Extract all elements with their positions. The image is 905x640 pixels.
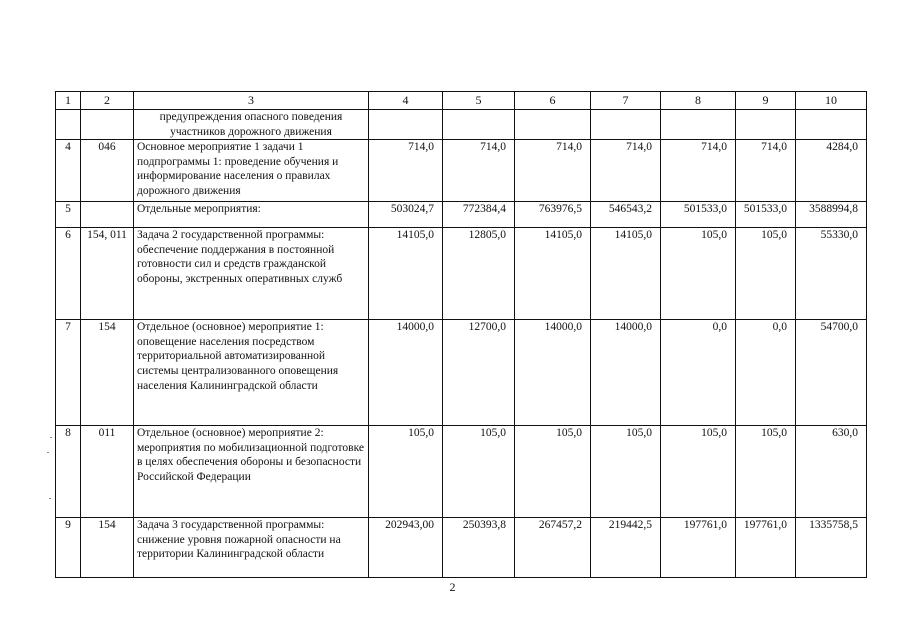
cell-col6: 714,0 [515,140,591,202]
row-code: 011 [81,426,134,518]
row-name: предупреждения опасного поведения участников дорожного движения [134,110,369,140]
cell-col5: 12805,0 [443,228,515,320]
row-name: Основное мероприятие 1 задачи 1 подпрограммы 1: проведение обучения и информирование населения о правилах дорожного движения [134,140,369,202]
cell-col7: 14105,0 [591,228,661,320]
row-number: 6 [56,228,81,320]
col-header-10: 10 [796,92,867,110]
col-header-9: 9 [736,92,796,110]
row-code: 154 [81,320,134,426]
row-number: 5 [56,202,81,228]
cell-col4: 503024,7 [369,202,443,228]
cell-col5: 772384,4 [443,202,515,228]
scan-speck [49,498,51,499]
col-header-2: 2 [81,92,134,110]
cell-col6: 14000,0 [515,320,591,426]
cell-col6: 14105,0 [515,228,591,320]
col-header-8: 8 [661,92,736,110]
row-code: 046 [81,140,134,202]
cell-col7: 219442,5 [591,518,661,578]
page-number: 2 [449,580,456,594]
cell-col7 [591,110,661,140]
cell-col10: 4284,0 [796,140,867,202]
cell-col5: 105,0 [443,426,515,518]
cell-col10 [796,110,867,140]
cell-col7: 105,0 [591,426,661,518]
cell-col6: 763976,5 [515,202,591,228]
cell-col9: 714,0 [736,140,796,202]
cell-col9: 197761,0 [736,518,796,578]
row-name: Задача 2 государственной программы: обеспечение поддержания в постоянной готовности сил и средств гражданской обороны, экстренных оперативных служб [134,228,369,320]
cell-col6 [515,110,591,140]
col-header-1: 1 [56,92,81,110]
cell-col7: 714,0 [591,140,661,202]
cell-col10: 1335758,5 [796,518,867,578]
cell-col9: 105,0 [736,426,796,518]
table-row [56,228,867,320]
col-header-5: 5 [443,92,515,110]
col-header-3: 3 [134,92,369,110]
cell-col5: 12700,0 [443,320,515,426]
row-number [56,110,81,140]
cell-col6: 105,0 [515,426,591,518]
cell-col5: 250393,8 [443,518,515,578]
col-header-4: 4 [369,92,443,110]
cell-col10: 3588994,8 [796,202,867,228]
scan-speck [50,437,52,438]
cell-col9: 501533,0 [736,202,796,228]
table-row [56,518,867,578]
cell-col10: 55330,0 [796,228,867,320]
cell-col9: 0,0 [736,320,796,426]
cell-col4: 14000,0 [369,320,443,426]
row-name: Задача 3 государственной программы: снижение уровня пожарной опасности на территории Калининградской области [134,518,369,578]
row-number: 9 [56,518,81,578]
cell-col4: 105,0 [369,426,443,518]
cell-col8: 105,0 [661,426,736,518]
cell-col9: 105,0 [736,228,796,320]
header-row [56,92,867,110]
cell-col7: 546543,2 [591,202,661,228]
cell-col10: 630,0 [796,426,867,518]
row-code [81,202,134,228]
cell-col5 [443,110,515,140]
budget-table [55,91,867,578]
row-number: 7 [56,320,81,426]
row-code: 154 [81,518,134,578]
table-row [56,320,867,426]
cell-col5: 714,0 [443,140,515,202]
row-number: 4 [56,140,81,202]
row-name: Отдельное (основное) мероприятие 2: мероприятия по мобилизационной подготовке в целях обеспечения обороны и безопасности Российской Федерации [134,426,369,518]
table-row [56,202,867,228]
cell-col4: 202943,00 [369,518,443,578]
table-row [56,110,867,140]
cell-col9 [736,110,796,140]
cell-col8: 0,0 [661,320,736,426]
row-code: 154, 011 [81,228,134,320]
cell-col10: 54700,0 [796,320,867,426]
cell-col8 [661,110,736,140]
cell-col8: 197761,0 [661,518,736,578]
row-name: Отдельное (основное) мероприятие 1: оповещение населения посредством территориальной автоматизированной системы централизованного оповещения населения Калининградской области [134,320,369,426]
row-name: Отдельные мероприятия: [134,202,369,228]
col-header-6: 6 [515,92,591,110]
table-row [56,140,867,202]
row-number: 8 [56,426,81,518]
table-row [56,426,867,518]
cell-col8: 714,0 [661,140,736,202]
cell-col6: 267457,2 [515,518,591,578]
row-code [81,110,134,140]
cell-col4 [369,110,443,140]
cell-col7: 14000,0 [591,320,661,426]
cell-col8: 501533,0 [661,202,736,228]
scan-speck [47,452,49,453]
cell-col8: 105,0 [661,228,736,320]
col-header-7: 7 [591,92,661,110]
cell-col4: 714,0 [369,140,443,202]
cell-col4: 14105,0 [369,228,443,320]
